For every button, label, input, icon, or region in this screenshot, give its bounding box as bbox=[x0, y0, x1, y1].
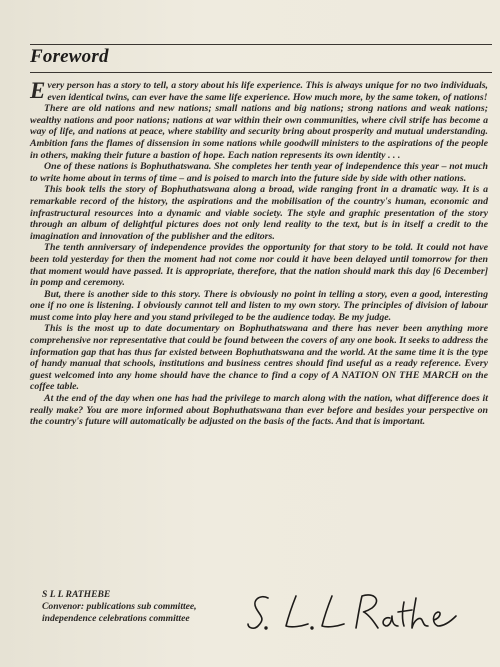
paragraph: One of these nations is Bophuthatswana. She completes her tenth year of independence this year – not much to write home about in terms of time – and is poised to march into the future side by side with other nations. bbox=[30, 161, 488, 184]
paragraph: This book tells the story of Bophuthatswana along a broad, wide ranging front in a dramatic way. It is a remarkable record of the history, the aspirations and the mobilisation of the country's human, economic and infrastructural resources into a dynamic and viable society. The style and graphic presentation of the story through an album of delightful pictures does not only lend reality to the text, but is in itself a credit to the imagination and innovation of the publisher and the editors. bbox=[30, 184, 488, 242]
handwritten-signature bbox=[244, 588, 464, 638]
paragraph: There are old nations and new nations; small nations and big nations; strong nations and weak nations; wealthy nations and poor nations; nations at war within their own communities, where civil strife has become a way of life, and nations at peace, where stability and security bring about prosperity and mutual understanding. Ambition fans the flames of dissension in some nations while goodwill ministers to the aspirations of the people in others, making their future a bastion of hope. Each nation represents its own identity . . . bbox=[30, 103, 488, 161]
page-heading: Foreword bbox=[30, 46, 109, 67]
paragraph-text: very person has a story to tell, a story about his life experience. This is always unique for no two individuals, even identical twins, can ever have the same life experience. How much more, by the same token, of nations! bbox=[47, 80, 488, 103]
paragraph: The tenth anniversary of independence provides the opportunity for that story to be told. It could not have been told yesterday for then the moment had not come nor could it have been delayed until tomorrow for then that moment would have passed. It is appropriate, therefore, that the nation should mark this day [6 December] in pomp and ceremony. bbox=[30, 242, 488, 289]
heading-top-rule bbox=[30, 44, 492, 45]
signatory-title-line-2: independence celebrations committee bbox=[42, 612, 190, 624]
foreword-body bbox=[30, 80, 488, 428]
drop-cap: E bbox=[30, 78, 46, 103]
paragraph: This is the most up to date documentary on Bophuthatswana and there has never been anything more comprehensive nor representative that could be found between the covers of any one book. It seeks to address the information gap that has thus far existed between Bophuthatswana and the world. At the same time it is the type of handy manual that schools, institutions and business centres should find useful as a ready reference. Every guest welcomed into any home should have the chance to find a copy of A NATION ON THE MARCH on the coffee table. bbox=[30, 323, 488, 393]
signatory-title-line-1: Convenor: publications sub committee, bbox=[42, 600, 197, 612]
heading-bottom-rule bbox=[30, 72, 492, 73]
paragraph: But, there is another side to this story. There is obviously no point in telling a story, even a good, interesting one if no one is listening. I obviously cannot tell and listen to my own story. The principles of division of labour must come into play here and you stand privileged to be the audience today. Be my judge. bbox=[30, 288, 488, 323]
paragraph: At the end of the day when one has had the privilege to march along with the nation, what difference does it really make? You are more informed about Bophuthatswana than ever before and besides your perspective on the country's future will automatically be adjusted on the basis of the facts. And that is important. bbox=[30, 393, 488, 428]
signatory-name: S L L RATHEBE bbox=[42, 589, 111, 600]
paragraph bbox=[30, 80, 488, 103]
signatory-block bbox=[42, 589, 197, 624]
